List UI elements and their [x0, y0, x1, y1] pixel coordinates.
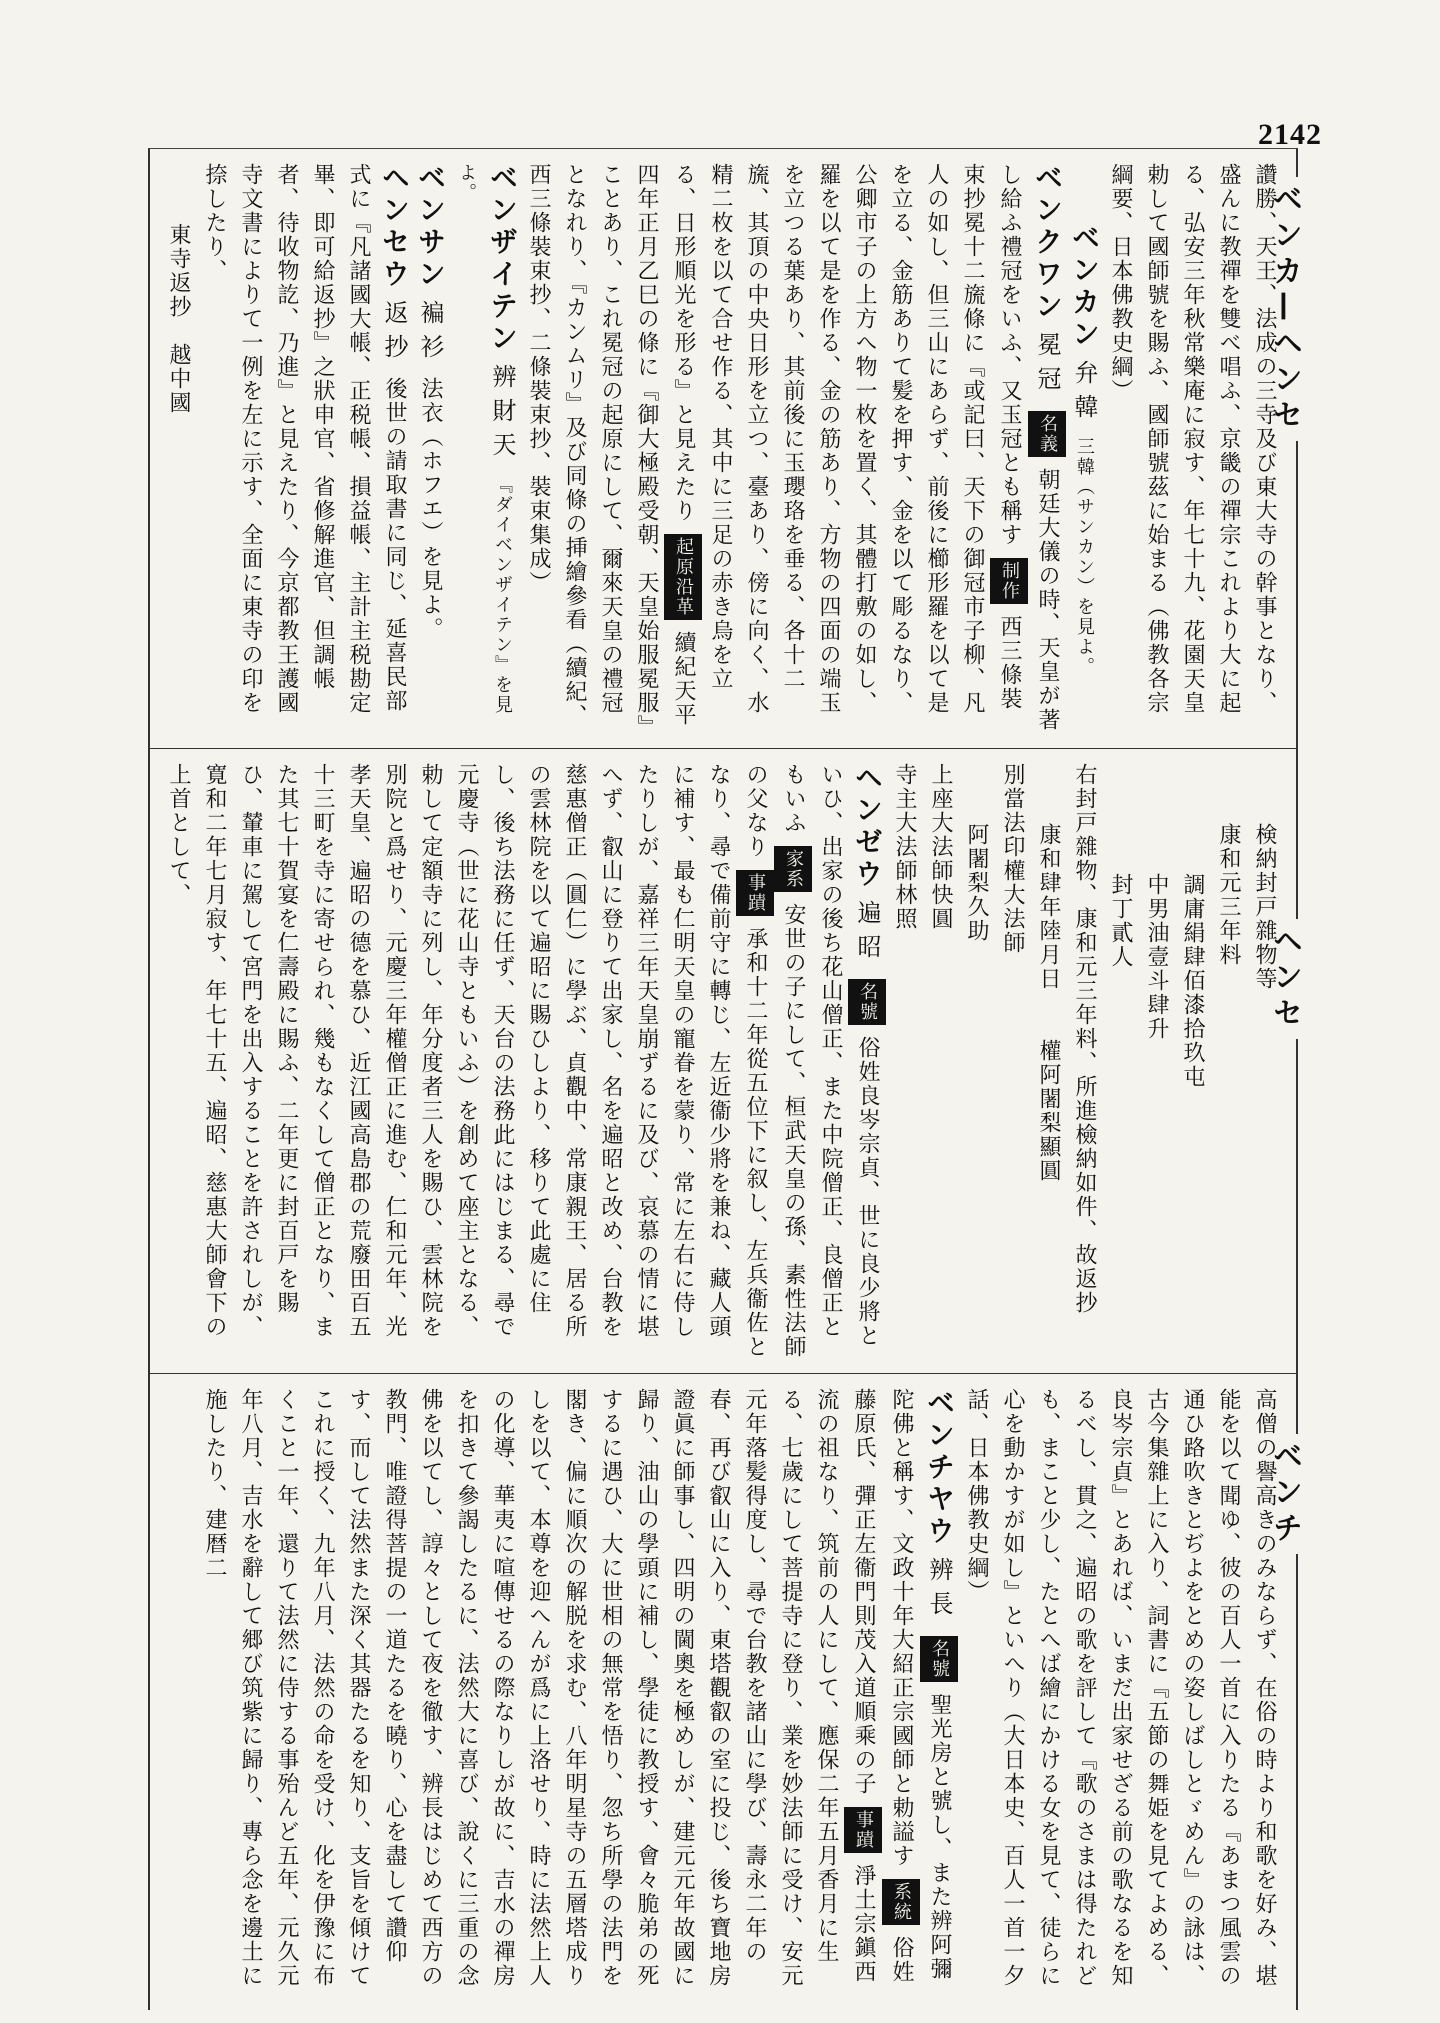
section-middle-text — [164, 763, 1282, 1359]
paragraph: 讚勝、天王、法成の三寺及び東大寺の幹事となり、盛んに教禪を雙べ唱ふ、京畿の禪宗これより大に起る、弘安三年秋常樂庵に寂す、年七十九、花園天皇勅して國師號を賜ふ、國師號茲に始まる（佛教各宗綱要、日本佛教史綱） — [1108, 163, 1277, 715]
list-item: 調庸絹肆佰漆拾玖屯 — [1180, 873, 1205, 1089]
entry-kanji: 辨長 — [925, 1557, 953, 1625]
entry-text: 法衣（ホフエ）を見よ。 — [418, 377, 443, 641]
list-item: 別當法印權大法師 — [1000, 763, 1025, 955]
section-bottom-text — [164, 1388, 1282, 1997]
entry-kanji: 褊衫 — [416, 300, 444, 368]
page-number: 2142 — [1258, 118, 1322, 151]
label-badge: 名號 — [920, 1636, 958, 1682]
entry-headword: ベンザイテン — [486, 163, 519, 355]
paragraph: 高僧の譽高きのみならず、在俗の時より和歌を好み、堪能を以て聞ゆ、彼の百人一首に入りたる『あまつ風雲の通ひ路吹きとぢよをとめの姿しばしとゞめん』の詠は、古今集雜上に入り、詞書に『五節の舞姫を見てよめる、良岑宗貞』とあれば、いまだ出家せざる前の歌なるを知るべし、貫之、遍昭の歌を評して『歌のさまは得たれども、まこと少し、たとへば繪にかける女を見て、徒らに心を動かすが如し』といへり（大日本史、百人一首一夕話、日本佛教史綱） — [964, 1388, 1277, 1988]
page-frame — [148, 148, 1302, 2010]
entry-benkan — [1066, 163, 1102, 734]
entry-kanji: 返抄 — [380, 300, 408, 368]
section-top-text — [164, 163, 1282, 734]
entry-text: 俗姓良岑宗貞、世に良少將といひ、出家の後ち花山僧正、また中院僧正、良僧正ともいふ — [781, 763, 880, 1348]
entry-text: 三韓（サンカン）を見よ。 — [1074, 437, 1095, 677]
entry-headword: ヘンゼウ — [851, 763, 884, 891]
label-badge: 起原沿革 — [664, 534, 702, 620]
entry-benkwan — [520, 163, 1066, 734]
entry-text: 續紀天平四年正月乙巳の條に『御大極殿受朝、天皇始服冕服』ことあり、これ冕冠の起原にして、爾來天皇の禮冠となれり、『カンムリ』及び同條の挿繪參看（續紀、西三條裝束抄、二條裝束抄、裝束集成） — [526, 163, 696, 728]
entry-kanji: 弁韓 — [1070, 360, 1098, 428]
section-header: ベンチ — [1260, 1434, 1308, 1554]
entry-text: 俗姓藤原氏、彈正左衞門則茂入道順乘の子 — [851, 1388, 914, 1984]
entry-kanji: 遍昭 — [853, 900, 881, 968]
entry-headword: ヘンセウ — [378, 163, 411, 291]
entry-text: 淨土宗鎭西流の祖なり、筑前の人にして、應保二年五月香月に生る、七歲にして菩提寺に登り、業を妙法師に受け、安元元年落髪得度し、尋で台教を諸山に學び、壽永二年の春、再び叡山に入り、東塔觀叡の室に投じ、後ち寶地房證眞に師事し、四明の閫奧を極めしが、建元元年故國に歸り、油山の學頭に補し、學徒に教授す、會々脆弟の死するに遇ひ、大に世相の無常を悟り、忽ち所學の法門を閣き、偏に順次の解脱を求む、八年明星寺の五層塔成りしを以て、本尊を迎へんが爲に上洛せり、時に法然上人の化導、華夷に喧傳せるの際なりしが故に、吉水の禪房を扣きて參謁したるに、法然大に喜び、說くに三重の念佛を以てし、諄々として夜を徹す、辨長はじめて西方の教門、唯證得菩提の一道たるを曉り、心を盡して讚仰す、而して法然また深く其器たるを知り、支旨を傾けてこれに授く、九年八月、法然の命を受け、化を伊豫に布くこと一年、還りて法然に侍する事殆んど五年、元久元年八月、吉水を辭して郷び筑紫に歸り、專ら念を邊土に施したり、建暦二 — [202, 1388, 876, 1988]
entry-henzeu — [164, 763, 886, 1359]
entry-text: 朝廷大儀の時、天皇が著し給ふ禮冠をいふ、又玉冠とも稱す — [997, 163, 1060, 732]
entry-benchau — [196, 1388, 958, 1997]
entry-kanji: 冕冠 — [1033, 332, 1061, 400]
list-item: 中男油壹斗肆升 — [1144, 873, 1169, 1041]
entry-benzaiten — [448, 163, 520, 734]
entry-headword: ベンサン — [414, 163, 447, 291]
list-item: 寺主大法師林照 — [892, 763, 917, 931]
entry-text: 聖光房と號し、また辨阿彌陀佛と稱す、文政十年大紹正宗國師と勅謚す — [889, 1388, 952, 1981]
entry-text: 後世の請取書に同じ、延喜民部式に『凡諸國大帳、正税帳、損益帳、主計主税勘定畢、即可給返抄』之狀申官、省修解進官、但調帳者、待收物訖、乃進』と見えたり、今京都教王護國寺文書によりて一例を左に示す、全面に東寺の印を捺したり、 — [202, 163, 407, 715]
document-title: 東寺返抄 越中國 — [166, 223, 191, 415]
entry-text: 安世の子にして、桓武天皇の孫、素性法師の父なり — [743, 763, 806, 1359]
section-header: ベンカ—ヘンセ — [1260, 177, 1308, 441]
entry-kanji: 辨財天 — [488, 364, 516, 466]
entry-hensho — [196, 163, 412, 734]
label-badge: 系統 — [882, 1879, 920, 1925]
list-item: 上座大法師快圓 — [928, 763, 953, 931]
entry-headword: ベンチヤウ — [923, 1388, 956, 1548]
entry-text: 承和十二年從五位下に叙し、左兵衞佐となり、尋で備前守に轉じ、左近衞少將を兼ね、藏人頭に補す、最も仁明天皇の寵眷を蒙り、常に左右に侍したりしが、嘉祥三年天皇崩ずるに及び、哀慕の情に堪へず、叡山に登りて出家し、名を遍昭と改め、台教を慈惠僧正（圓仁）に學ぶ、貞觀中、常康親王、居る所の雲林院を以て遍昭に賜ひしより、移りて此處に住し、後ち法務に任ず、天台の法務此にはじまる、尋で元慶寺（世に花山寺ともいふ）を創めて座主となる、勅して定額寺に列し、年分度者三人を賜ひ、雲林院を別院と爲せり、元慶三年權僧正に進む、仁和元年、光孝天皇、遍昭の德を慕ひ、近江國高島郡の荒廢田百五十三町を寺に寄せられ、幾もなくして僧正となり、また其七十賀宴を仁壽殿に賜ふ、二年更に封百戸を賜ひ、輦車に駕して宮門を出入することを許されしが、寛和二年七月寂す、年七十五、遍昭、慈惠大師會下の上首として、 — [166, 763, 768, 1359]
list-item: 右封戸雜物、康和元三年料、所進檢納如件、故返抄 — [1072, 763, 1097, 1315]
entry-headword: ベンカン — [1068, 223, 1101, 351]
label-badge: 名義 — [1028, 411, 1066, 457]
label-badge: 家系 — [774, 846, 812, 892]
list-item: 康和肆年陸月日 權阿闍梨顯圓 — [1036, 823, 1061, 1183]
section-bottom — [150, 1374, 1302, 2011]
section-top — [150, 149, 1302, 749]
label-badge: 名號 — [848, 979, 886, 1025]
entry-headword: ベンクワン — [1031, 163, 1064, 323]
list-item: 康和元三年料 — [1216, 823, 1241, 967]
label-badge: 事蹟 — [844, 1807, 882, 1853]
section-middle — [150, 749, 1302, 1374]
section-header: ヘンセ — [1260, 919, 1308, 1039]
entry-text: 『ダイベンザイテン』を見よ。 — [456, 163, 513, 715]
entry-bensan — [412, 163, 448, 734]
list-item: 阿闍梨久助 — [964, 823, 989, 943]
label-badge: 事蹟 — [736, 870, 774, 916]
entry-text: 西三條裝束抄冕十二旒條に『或記曰、天下の御冠市子柳、凡人の如し、但三山にあらず、前後に櫛形羅を以て是を立る、金筋ありて髪を押す、金を以て彫るなり、公卿市子の上方へ物一枚を置く、其體打敷の如し、羅を以て是を作る、金の筋あり、方物の四面の端玉を立つる葉あり、其前後に玉瓔珞を垂る、各十二旒、其頂の中央日形を立つ、臺あり、傍に向く、水精二枚を以て合せ作る、其中に三足の赤き烏を立る、日形順光を形る』と見えたり — [671, 163, 1022, 715]
label-badge: 制作 — [990, 558, 1028, 604]
list-item: 封丁貳人 — [1108, 873, 1133, 969]
document-list — [886, 763, 1282, 1359]
list-item: 検納封戸雜物等 — [1252, 823, 1277, 991]
